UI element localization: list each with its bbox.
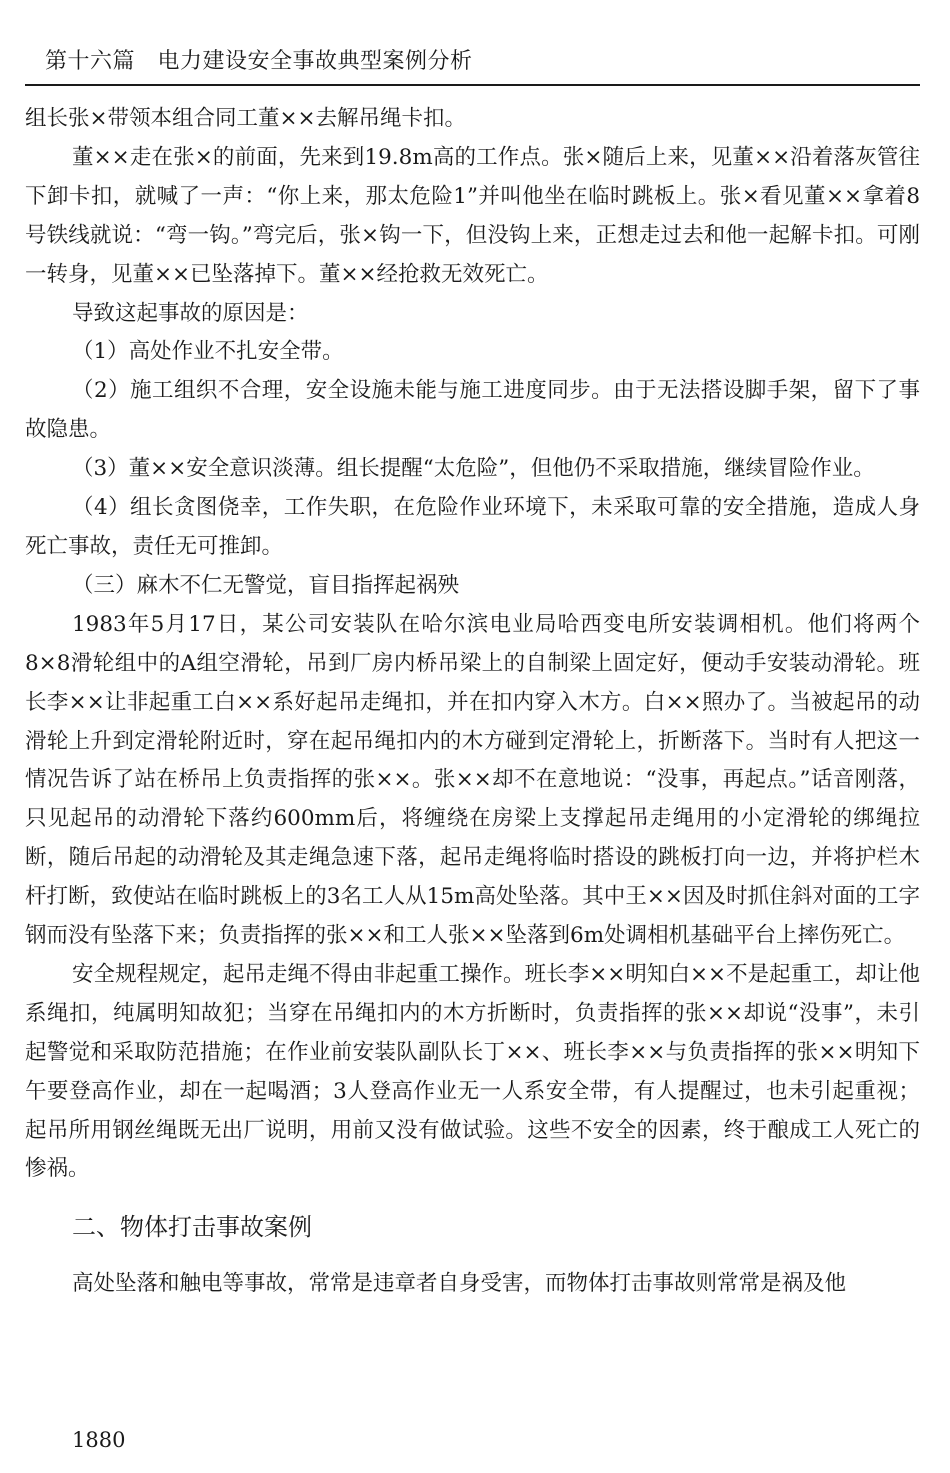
- list-item: （2）施工组织不合理，安全设施未能与施工进度同步。由于无法搭设脚手架，留下了事故隐患。: [25, 378, 920, 443]
- list-item: （3）董××安全意识淡薄。组长提醒“太危险”，但他仍不采取措施，继续冒险作业。: [72, 456, 875, 482]
- header-title: 第十六篇 电力建设安全事故典型案例分析: [45, 49, 473, 74]
- paragraph: 导致这起事故的原因是：: [72, 300, 309, 326]
- subsection-heading: （三）麻木不仁无警觉，盲目指挥起祸殃: [72, 572, 460, 598]
- list-item: （4）组长贪图侥幸，工作失职，在危险作业环境下，未采取可靠的安全措施，造成人身死亡事故，责任无可推卸。: [25, 495, 920, 559]
- running-header: [25, 36, 920, 86]
- paragraph-continuation: 组长张×带领本组合同工董××去解吊绳卡扣。: [25, 106, 467, 131]
- section-heading: 二、物体打击事故案例: [72, 1213, 312, 1242]
- paragraph: 高处坠落和触电等事故，常常是违章者自身受害，而物体打击事故则常常是祸及他: [72, 1271, 847, 1297]
- paragraph: 1983年5月17日，某公司安装队在哈尔滨电业局哈西变电所安装调相机。他们将两个8×8滑轮组中的A组空滑轮，吊到厂房内桥吊梁上的自制梁上固定好，便动手安装动滑轮。班长李××让非起重工白××系好起吊走绳扣，并在扣内穿入木方。白××照办了。当被起吊的动滑轮上升到定滑轮附近时，穿在起吊绳扣内的木方碰到定滑轮上，折断落下。当时有人把这一情况告诉了站在桥吊上负责指挥的张××。张××却不在意地说：“没事，再起点。”话音刚落，只见起吊的动滑轮下落约600mm后，将缠绕在房梁上支撑起吊走绳用的小定滑轮的绑绳拉断，随后吊起的动滑轮及其走绳急速下落，起吊走绳将临时搭设的跳板打向一边，并将护栏木杆打断，致使站在临时跳板上的3名工人从15m高处坠落。其中王××因及时抓住斜对面的工字钢而没有坠落下来；负责指挥的张××和工人张××坠落到6m处调相机基础平台上摔伤死亡。: [25, 611, 920, 949]
- body-text: [25, 100, 920, 1304]
- paragraph: 安全规程规定，起吊走绳不得由非起重工操作。班长李××明知白××不是起重工，却让他系绳扣，纯属明知故犯；当穿在吊绳扣内的木方折断时，负责指挥的张××却说“没事”，未引起警觉和采取防范措施；在作业前安装队副队长丁××、班长李××与负责指挥的张××明知下午要登高作业，却在一起喝酒；3人登高作业无一人系安全带，有人提醒过，也未引起重视；起吊所用钢丝绳既无出厂说明，用前又没有做试验。这些不安全的因素，终于酿成工人死亡的惨祸。: [25, 961, 920, 1182]
- page-number: 1880: [72, 1428, 126, 1452]
- paragraph: 董××走在张×的前面，先来到19.8m高的工作点。张×随后上来，见董××沿着落灰管往下卸卡扣，就喊了一声：“你上来，那太危险1”并叫他坐在临时跳板上。张×看见董××拿着8号铁线就说：“弯一钩。”弯完后，张×钩一下，但没钩上来，正想走过去和他一起解卡扣。可刚一转身，见董××已坠落掉下。董××经抢救无效死亡。: [25, 144, 920, 287]
- list-item: （1）高处作业不扎安全带。: [72, 339, 344, 365]
